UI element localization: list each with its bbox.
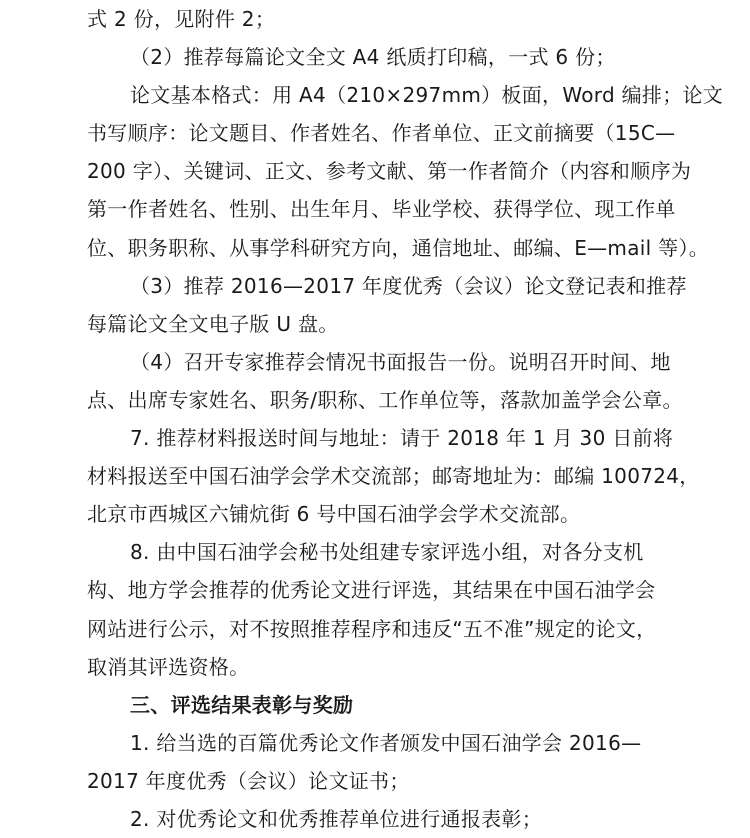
text-line: 材料报送至中国石油学会学术交流部；邮寄地址为：邮编 100724， <box>87 464 700 488</box>
text-line: （3）推荐 2016—2017 年度优秀（会议）论文登记表和推荐 <box>130 274 687 298</box>
text-line: （4）召开专家推荐会情况书面报告一份。说明召开时间、地 <box>130 350 671 374</box>
text-line: 8. 由中国石油学会秘书处组建专家评选小组，对各分支机 <box>130 540 644 564</box>
text-line: 第一作者姓名、性别、出生年月、毕业学校、获得学位、现工作单 <box>87 197 676 221</box>
text-line: 取消其评选资格。 <box>87 655 250 679</box>
text-line: 式 2 份，见附件 2； <box>87 7 276 31</box>
text-line: 论文基本格式：用 A4（210×297mm）板面，Word 编排；论文 <box>130 83 724 107</box>
text-line: 网站进行公示，对不按照推荐程序和违反“五不准”规定的论文， <box>87 617 657 641</box>
text-line: 1. 给当选的百篇优秀论文作者颁发中国石油学会 2016— <box>130 731 642 755</box>
text-line: （2）推荐每篇论文全文 A4 纸质打印稿，一式 6 份； <box>130 45 616 69</box>
section-heading: 三、评选结果表彰与奖励 <box>130 693 354 717</box>
text-line: 北京市西城区六铺炕街 6 号中国石油学会学术交流部。 <box>87 502 581 526</box>
text-line: 200 字）、关键词、正文、参考文献、第一作者简介（内容和顺序为 <box>87 159 692 183</box>
text-line: 2017 年度优秀（会议）论文证书； <box>87 769 410 793</box>
text-line: 2. 对优秀论文和优秀推荐单位进行通报表彰； <box>130 807 543 831</box>
text-line: 每篇论文全文电子版 U 盘。 <box>87 312 339 336</box>
text-line: 位、职务职称、从事学科研究方向，通信地址、邮编、E—mail 等）。 <box>87 236 710 260</box>
text-line: 点、出席专家姓名、职务/职称、工作单位等，落款加盖学会公章。 <box>87 388 683 412</box>
text-line: 7. 推荐材料报送时间与地址：请于 2018 年 1 月 30 日前将 <box>130 426 674 450</box>
text-line: 书写顺序：论文题目、作者姓名、作者单位、正文前摘要（15C— <box>87 121 676 145</box>
text-line: 构、地方学会推荐的优秀论文进行评选，其结果在中国石油学会 <box>87 578 656 602</box>
